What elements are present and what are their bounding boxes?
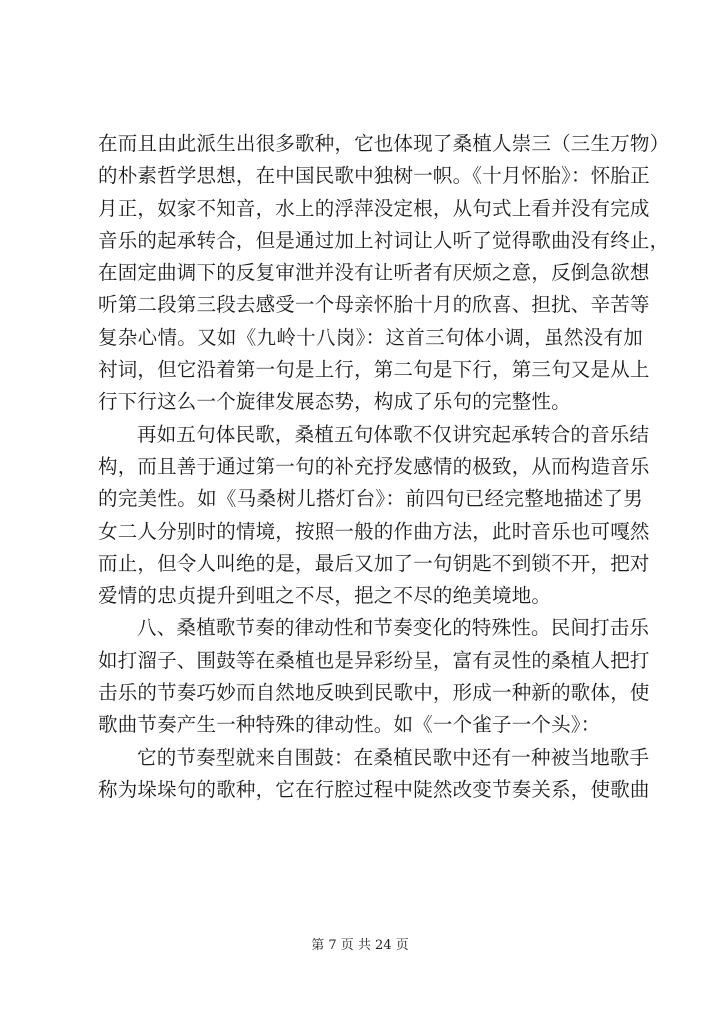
text-line: 在固定曲调下的反复审泄并没有让听者有厌烦之意，反倒急欲想 — [98, 261, 650, 285]
text-line: 音乐的起承转合，但是通过加上衬词让人听了觉得歌曲没有终止， — [98, 228, 670, 252]
text-line: 复杂心情。又如《九岭十八岗》：这首三句体小调，虽然没有加 — [98, 325, 643, 349]
text-line: 女二人分别时的情境，按照一般的作曲方法，此时音乐也可嘎然 — [98, 519, 650, 543]
text-line: 八、桑植歌节奏的律动性和节奏变化的特殊性。民间打击乐 — [137, 616, 650, 640]
text-line: 在而且由此派生出很多歌种，它也体现了桑植人崇三（三生万物） — [98, 132, 670, 155]
text-line: 爱情的忠贞提升到咀之不尽，挹之不尽的绝美境地。 — [98, 584, 552, 608]
text-line: 它的节奏型就来自围鼓：在桑植民歌中还有一种被当地歌手 — [137, 745, 650, 769]
text-line: 构，而且善于通过第一句的补充抒发感情的极致，从而构造音乐 — [98, 454, 650, 478]
text-line: 歌曲节奏产生一种特殊的律动性。如《一个雀子一个头》： — [98, 713, 601, 737]
text-line: 月正，奴家不知音，水上的浮萍没定根，从句式上看并没有完成 — [98, 196, 650, 220]
text-line: 击乐的节奏巧妙而自然地反映到民歌中，形成一种新的歌体，使 — [98, 681, 650, 705]
text-line: 再如五句体民歌，桑植五句体歌不仅讲究起承转合的音乐结 — [137, 422, 650, 446]
body-text — [98, 128, 670, 806]
text-line: 如打溜子、围鼓等在桑植也是异彩纷呈，富有灵性的桑植人把打 — [98, 648, 650, 672]
text-line: 的朴素哲学思想，在中国民歌中独树一帜。《十月怀胎》：怀胎正 — [98, 164, 650, 188]
text-line: 的完美性。如《马桑树儿搭灯台》：前四句已经完整地描述了男 — [98, 487, 643, 511]
text-line: 听第二段第三段去感受一个母亲怀胎十月的欣喜、担扰、辛苦等 — [98, 293, 650, 317]
text-line: 而止，但令人叫绝的是，最后又加了一句钥匙不到锁不开，把对 — [98, 551, 650, 575]
text-line: 行下行这么一个旋律发展态势，构成了乐句的完整性。 — [98, 390, 571, 414]
text-line: 衬词，但它沿着第一句是上行，第二句是下行，第三句又是从上 — [98, 358, 650, 382]
text-line: 称为垛垛句的歌种，它在行腔过程中陡然改变节奏关系，使歌曲 — [98, 777, 650, 801]
page-footer: 第 7 页 共 24 页 — [311, 938, 409, 953]
